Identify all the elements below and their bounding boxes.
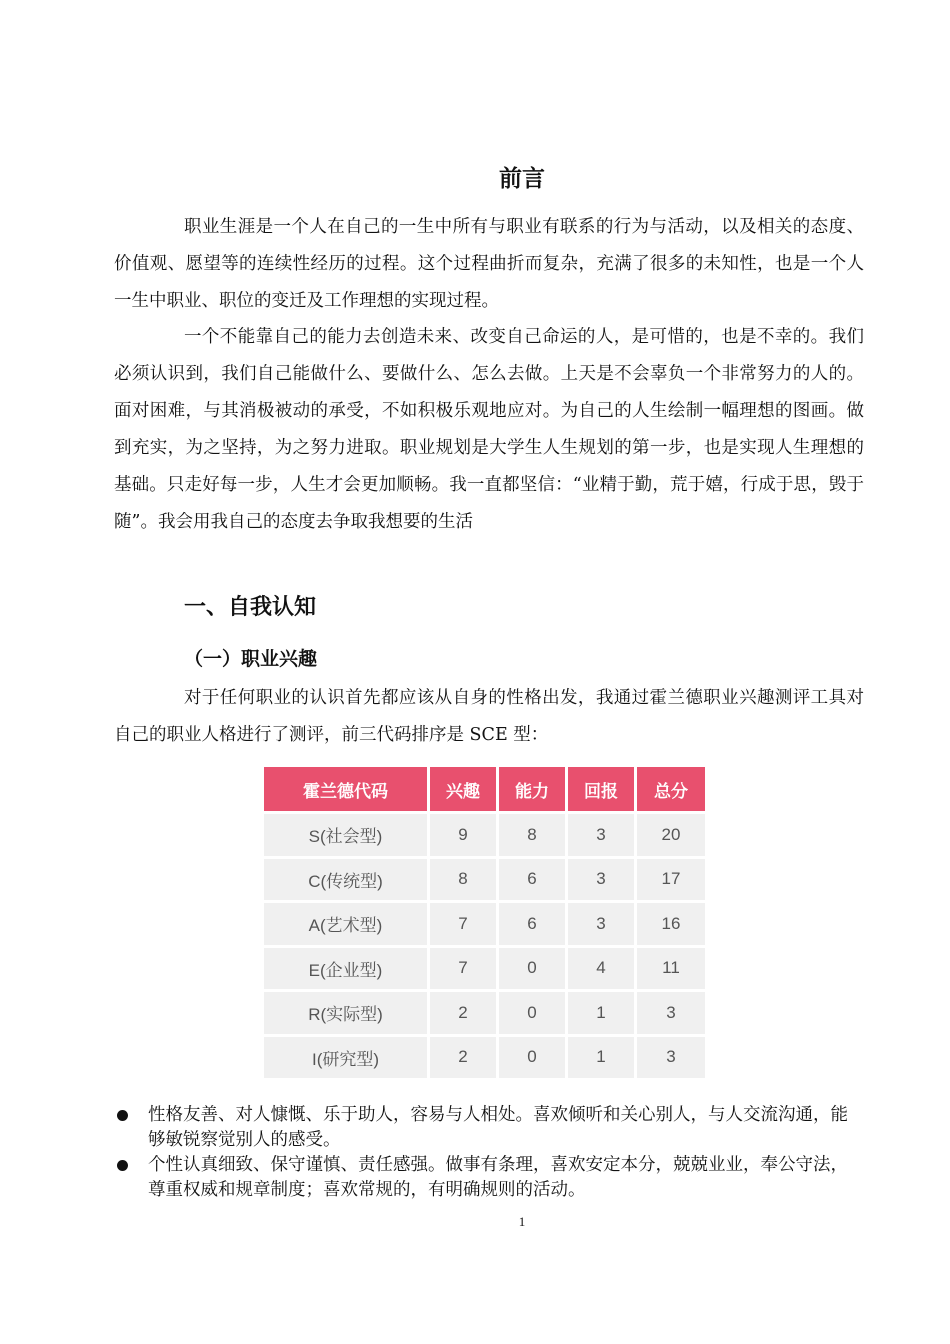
table-cell: 0 (499, 992, 565, 1037)
intro-paragraph-1: 职业生涯是一个人在自己的一生中所有与职业有联系的行为与活动，以及相关的态度、价值观、愿望等的连续性经历的过程。这个过程曲折而复杂，充满了很多的未知性，也是一个人一生中职业、职位的变迁及工作理想的实现过程。 (114, 217, 864, 311)
trait-bullet-list (114, 1103, 864, 1203)
table-cell: I(研究型) (264, 1037, 427, 1082)
table-cell: C(传统型) (264, 859, 427, 904)
table-cell: 3 (568, 903, 634, 948)
table-header-row (264, 767, 705, 814)
page-number: 1 (518, 1214, 526, 1229)
table-cell: E(企业型) (264, 948, 427, 993)
table-cell: 1 (568, 992, 634, 1037)
table-row (264, 903, 705, 948)
table-cell: 2 (430, 1037, 496, 1082)
section-heading: 一、自我认知 (184, 595, 317, 620)
table-cell: 3 (568, 859, 634, 904)
table-cell: 1 (568, 1037, 634, 1082)
table-cell: S(社会型) (264, 814, 427, 859)
table-cell: 17 (637, 859, 705, 904)
table-row (264, 948, 705, 993)
list-item (114, 1103, 864, 1153)
table-cell: R(实际型) (264, 992, 427, 1037)
table-row (264, 859, 705, 904)
table-header-cell: 能力 (499, 767, 565, 814)
table-cell: 6 (499, 903, 565, 948)
bullet-icon (117, 1160, 128, 1171)
table-cell: 2 (430, 992, 496, 1037)
table-header-cell: 霍兰德代码 (264, 767, 427, 814)
table-cell: 3 (568, 814, 634, 859)
table-row (264, 992, 705, 1037)
table-cell: A(艺术型) (264, 903, 427, 948)
table-cell: 3 (637, 992, 705, 1037)
subsection-paragraph: 对于任何职业的认识首先都应该从自身的性格出发，我通过霍兰德职业兴趣测评工具对自己的职业人格进行了测评，前三代码排序是 SCE 型： (114, 688, 864, 745)
table-cell: 7 (430, 903, 496, 948)
intro-paragraph-2: 一个不能靠自己的能力去创造未来、改变自己命运的人，是可惜的，也是不幸的。我们必须认识到，我们自己能做什么、要做什么、怎么去做。上天是不会辜负一个非常努力的人的。面对困难，与其消极被动的承受，不如积极乐观地应对。为自己的人生绘制一幅理想的图画。做到充实，为之坚持，为之努力进取。职业规划是大学生人生规划的第一步，也是实现人生理想的基础。只走好每一步，人生才会更加顺畅。我一直都坚信：“业精于勤，荒于嬉，行成于思，毁于随”。我会用我自己的态度去争取我想要的生活 (114, 327, 864, 532)
list-item-text: 性格友善、对人慷慨、乐于助人，容易与人相处。喜欢倾听和关心别人，与人交流沟通，能够敏锐察觉别人的感受。 (148, 1105, 848, 1150)
page-title: 前言 (499, 166, 545, 192)
table-cell: 6 (499, 859, 565, 904)
table-row (264, 814, 705, 859)
holland-code-table (261, 767, 708, 1081)
table-header-cell: 兴趣 (430, 767, 496, 814)
table-header-cell: 回报 (568, 767, 634, 814)
table-cell: 3 (637, 1037, 705, 1082)
table-header-cell: 总分 (637, 767, 705, 814)
table-cell: 20 (637, 814, 705, 859)
subsection-heading: （一）职业兴趣 (184, 648, 318, 670)
table-cell: 0 (499, 1037, 565, 1082)
table-cell: 4 (568, 948, 634, 993)
table-cell: 9 (430, 814, 496, 859)
table-cell: 8 (430, 859, 496, 904)
table-cell: 16 (637, 903, 705, 948)
bullet-icon (117, 1110, 128, 1121)
table-row (264, 1037, 705, 1082)
list-item (114, 1153, 864, 1203)
table-cell: 8 (499, 814, 565, 859)
table-cell: 11 (637, 948, 705, 993)
table-cell: 7 (430, 948, 496, 993)
table-cell: 0 (499, 948, 565, 993)
list-item-text: 个性认真细致、保守谨慎、责任感强。做事有条理，喜欢安定本分，兢兢业业，奉公守法，尊重权威和规章制度；喜欢常规的，有明确规则的活动。 (148, 1155, 848, 1200)
